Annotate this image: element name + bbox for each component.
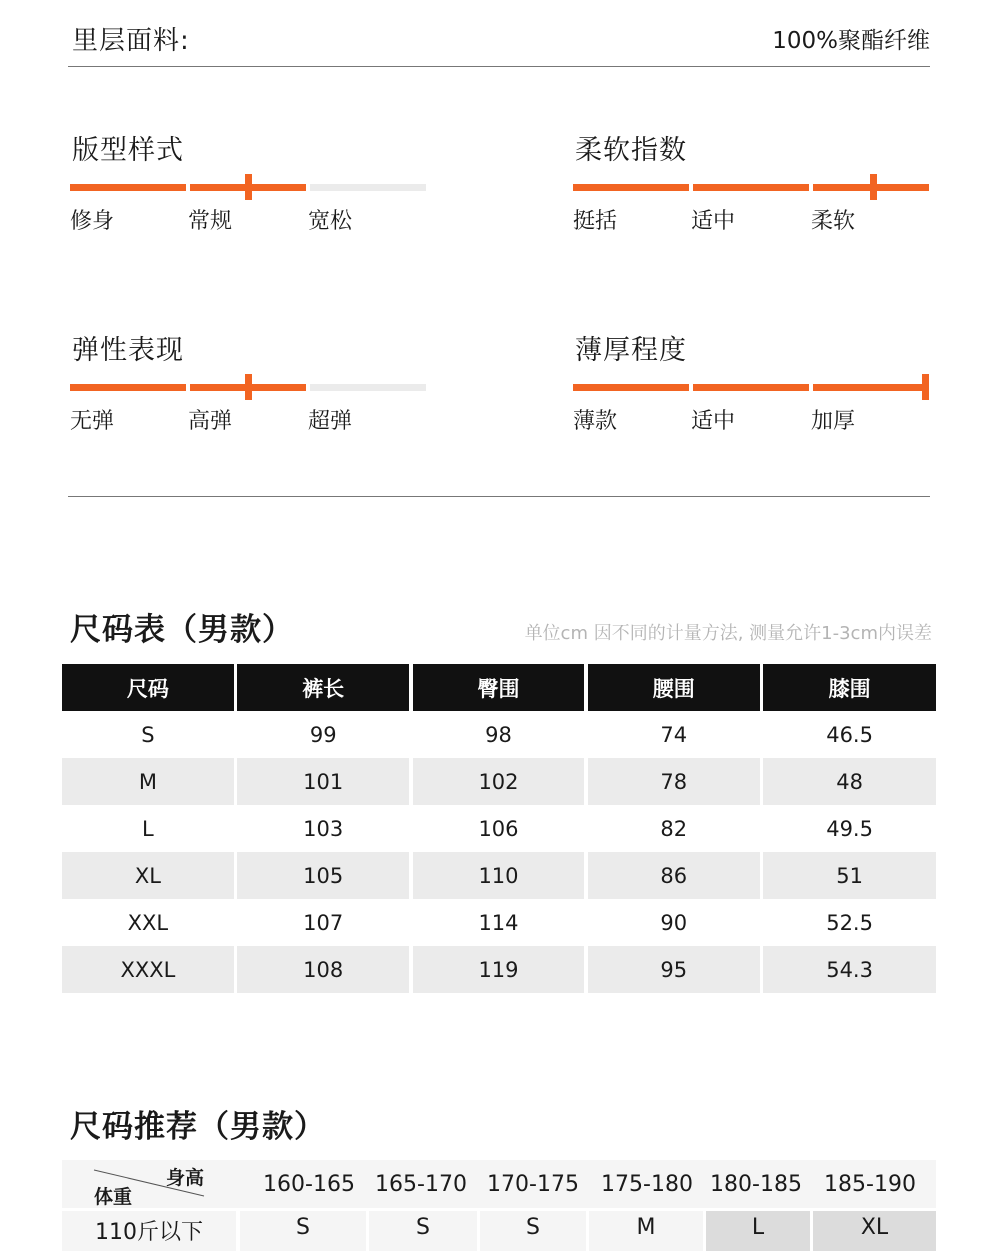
scale-marker [870,174,877,200]
material-label: 里层面料: [72,26,190,56]
table-cell: 105 [237,852,409,899]
height-range-cell: 175-180 [601,1171,693,1197]
attr-scale [573,374,929,400]
table-row [62,805,936,852]
attr-fit [70,128,430,248]
table-row [62,946,936,993]
table-cell: 110 [413,852,585,899]
weight-cell: 110斤以下 [62,1211,236,1251]
table-cell: 90 [660,910,688,935]
attr-label-low: 挺括 [573,209,618,234]
table-header-cell: 腰围 [588,664,760,711]
table-header-cell: 膝围 [763,664,936,711]
table-cell: 106 [478,816,519,841]
size-table [62,664,936,993]
size-cell: L [706,1211,810,1251]
table-header-cell: 臀围 [413,664,585,711]
corner-height-label: 身高 [166,1167,205,1189]
recommend-title: 尺码推荐（男款） [70,1109,326,1145]
attr-title: 薄厚程度 [575,335,687,366]
attr-title: 弹性表现 [72,335,184,366]
table-cell: 78 [588,758,760,805]
table-cell: 102 [413,758,585,805]
attr-title: 版型样式 [72,135,184,166]
size-cell: XL [813,1211,936,1251]
scale-marker [922,374,929,400]
attr-scale [573,174,929,200]
table-cell: 114 [478,910,519,935]
size-cell: S [240,1211,366,1251]
size-cell: S [480,1211,586,1251]
table-cell: 51 [763,852,936,899]
attr-label-mid: 适中 [691,409,736,434]
divider [68,66,930,67]
height-range-cell: 160-165 [263,1171,355,1197]
table-row [62,758,936,805]
attr-scale [70,174,426,200]
table-cell: S [141,722,155,747]
table-cell: 95 [588,946,760,993]
attr-label-low: 薄款 [573,409,618,434]
scale-segment [573,184,689,191]
scale-segment [70,384,186,391]
attr-softness [573,128,933,248]
attr-label-low: 无弹 [70,409,115,434]
table-row [62,899,936,946]
scale-segment [310,384,426,391]
scale-segment [573,384,689,391]
table-cell: 86 [588,852,760,899]
table-cell: 103 [303,816,344,841]
table-cell: L [142,816,154,841]
table-header-cell: 尺码 [62,664,234,711]
material-value: 100%聚酯纤维 [772,28,930,54]
height-range-cell: 185-190 [824,1171,916,1197]
table-cell: 98 [485,722,512,747]
height-range-cell: 165-170 [375,1171,467,1197]
table-cell: XXL [127,910,169,935]
table-row [62,852,936,899]
table-cell: 74 [660,722,688,747]
attr-elasticity [70,328,430,448]
recommend-row [62,1211,936,1251]
size-cell: S [369,1211,477,1251]
table-cell: 119 [413,946,585,993]
table-cell: 48 [763,758,936,805]
scale-marker [245,174,252,200]
attr-label-low: 修身 [70,209,115,234]
scale-segment [693,184,809,191]
divider [68,496,930,497]
attr-scale [70,374,426,400]
attr-label-high: 柔软 [811,209,856,234]
table-cell: 49.5 [826,816,873,841]
scale-segment [70,184,186,191]
recommend-header-row [62,1160,936,1208]
attr-label-mid: 常规 [188,209,233,234]
table-cell: 54.3 [763,946,936,993]
diagonal-line [62,1160,236,1208]
table-header-row [62,664,936,711]
attr-label-mid: 高弹 [188,409,233,434]
scale-segment [813,384,929,391]
attr-thickness [573,328,933,448]
table-cell: 108 [237,946,409,993]
corner-weight-label: 体重 [94,1186,133,1208]
table-cell: XXXL [62,946,234,993]
table-cell: M [62,758,234,805]
attr-title: 柔软指数 [575,135,687,166]
size-table-note: 单位cm 因不同的计量方法, 测量允许1-3cm内误差 [524,623,932,644]
scale-segment [693,384,809,391]
size-table-title: 尺码表（男款） [70,612,294,648]
table-cell: 107 [303,910,344,935]
table-row [62,711,936,758]
attr-label-mid: 适中 [691,209,736,234]
attr-label-high: 超弹 [308,409,353,434]
attr-label-high: 加厚 [811,409,856,434]
table-cell: 101 [237,758,409,805]
recommend-table [62,1160,936,1251]
table-header-cell: 裤长 [237,664,409,711]
table-cell: 99 [309,722,337,747]
scale-marker [245,374,252,400]
height-range-cell: 170-175 [487,1171,579,1197]
scale-segment [310,184,426,191]
table-cell: 46.5 [826,722,873,747]
corner-cell [62,1160,236,1208]
table-cell: 52.5 [826,910,873,935]
table-cell: 82 [660,816,688,841]
attr-label-high: 宽松 [308,209,353,234]
table-cell: XL [62,852,234,899]
height-range-cell: 180-185 [710,1171,802,1197]
size-cell: M [589,1211,703,1251]
